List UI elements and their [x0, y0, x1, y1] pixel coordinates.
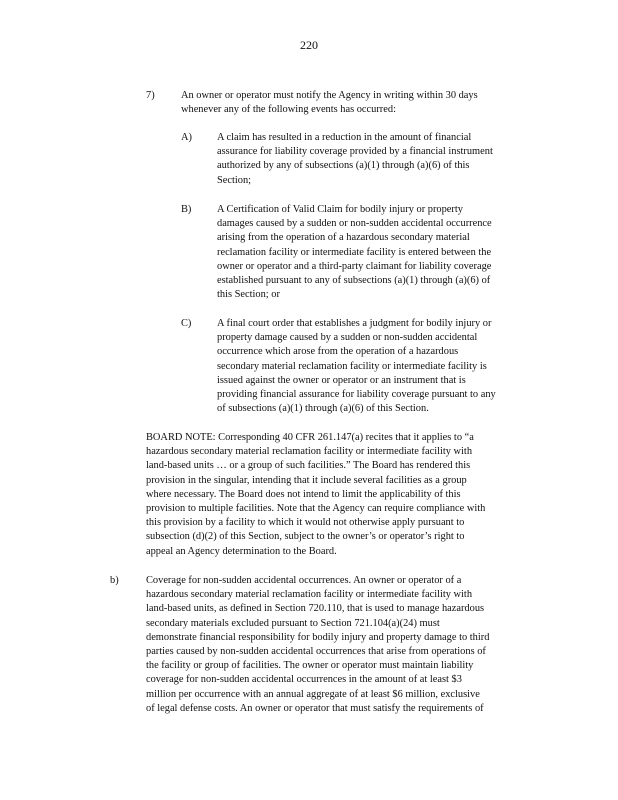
text-line: land-based units … or a group of such facilities.” The Board has rendered this — [146, 460, 471, 472]
text-line: authorized by any of subsections (a)(1) through (a)(6) of this — [217, 160, 470, 172]
text-line: owner or operator and a third-party claimant for liability coverage — [217, 260, 492, 272]
text-line: assurance for liability coverage provided by a financial instrument — [217, 146, 493, 158]
text-line: reclamation facility or intermediate facility is entered between the — [217, 246, 492, 258]
text-line: Section; — [217, 174, 252, 186]
text-line: BOARD NOTE: Corresponding 40 CFR 261.147(a) recites that it applies to “a — [146, 432, 474, 443]
item-C-text — [217, 317, 496, 416]
text-line: where necessary. The Board does not intend to limit the applicability of this — [146, 488, 461, 500]
text-line: Coverage for non-sudden accidental occurrences. An owner or operator of a — [146, 575, 462, 586]
text-line: this Section; or — [217, 289, 280, 301]
text-line: damages caused by a sudden or non-sudden accidental occurrence — [217, 218, 492, 230]
text-line: providing financial assurance for liability coverage pursuant to any — [217, 389, 496, 401]
text-line: the facility or group of facilities. The owner or operator must maintain liability — [146, 660, 474, 672]
text-line: A Certification of Valid Claim for bodily injury or property — [217, 204, 463, 215]
item-A-label: A) — [181, 132, 192, 143]
text-line: arising from the operation of a hazardous secondary material — [217, 232, 470, 244]
board-note — [146, 431, 485, 559]
text-line: subsection (d)(2) of this Section, subject to the owner’s or operator’s right to — [146, 531, 465, 543]
text-line: whenever any of the following events has occurred: — [181, 104, 396, 116]
text-line: parties caused by non-sudden accidental occurrences that arise from operations of — [146, 646, 486, 658]
item-B-text — [217, 203, 492, 302]
text-line: hazardous secondary material reclamation facility or intermediate facility with — [146, 589, 473, 601]
text-line: secondary material reclamation facility or intermediate facility is — [217, 360, 487, 372]
text-line: coverage for non-sudden accidental occurrences in the amount of at least $3 — [146, 674, 462, 686]
text-line: issued against the owner or operator or an instrument that is — [217, 374, 466, 386]
item-C-label: C) — [181, 318, 192, 329]
text-line: established pursuant to any of subsections (a)(1) through (a)(6) of — [217, 275, 491, 287]
text-line: of legal defense costs. An owner or operator that must satisfy the requirements of — [146, 702, 484, 714]
item-7-label: 7) — [146, 90, 155, 101]
text-line: A final court order that establishes a judgment for bodily injury or — [217, 318, 492, 329]
item-B-label: B) — [181, 204, 192, 215]
text-line: of subsections (a)(1) through (a)(6) of this Section. — [217, 403, 429, 415]
text-line: occurrence which arose from the operation of a hazardous — [217, 346, 459, 358]
text-line: demonstrate financial responsibility for bodily injury and property damage to third — [146, 631, 490, 643]
text-line: hazardous secondary material reclamation facility or intermediate facility with — [146, 446, 473, 458]
text-line: A claim has resulted in a reduction in the amount of financial — [217, 132, 472, 143]
page-number: 220 — [300, 38, 318, 52]
text-line: million per occurrence with an annual aggregate of at least $6 million, exclusive — [146, 688, 480, 700]
text-line: land-based units, as defined in Section 720.110, that is used to manage hazardous — [146, 603, 485, 615]
text-line: appeal an Agency determination to the Board. — [146, 545, 337, 557]
text-line: this provision by a facility to which it would not otherwise apply pursuant to — [146, 517, 465, 529]
text-line: secondary materials excluded pursuant to Section 721.104(a)(24) must — [146, 617, 440, 629]
item-b-label: b) — [110, 575, 119, 586]
item-b-text — [146, 574, 489, 716]
text-line: An owner or operator must notify the Agency in writing within 30 days — [181, 90, 478, 101]
item-7-text — [181, 89, 478, 117]
text-line: property damage caused by a sudden or non-sudden accidental — [217, 332, 478, 344]
item-A-text — [217, 131, 493, 188]
text-line: provision to multiple facilities. Note that the Agency can require compliance with — [146, 503, 486, 515]
text-line: provision in the singular, intending that it include several facilities as a group — [146, 474, 467, 486]
